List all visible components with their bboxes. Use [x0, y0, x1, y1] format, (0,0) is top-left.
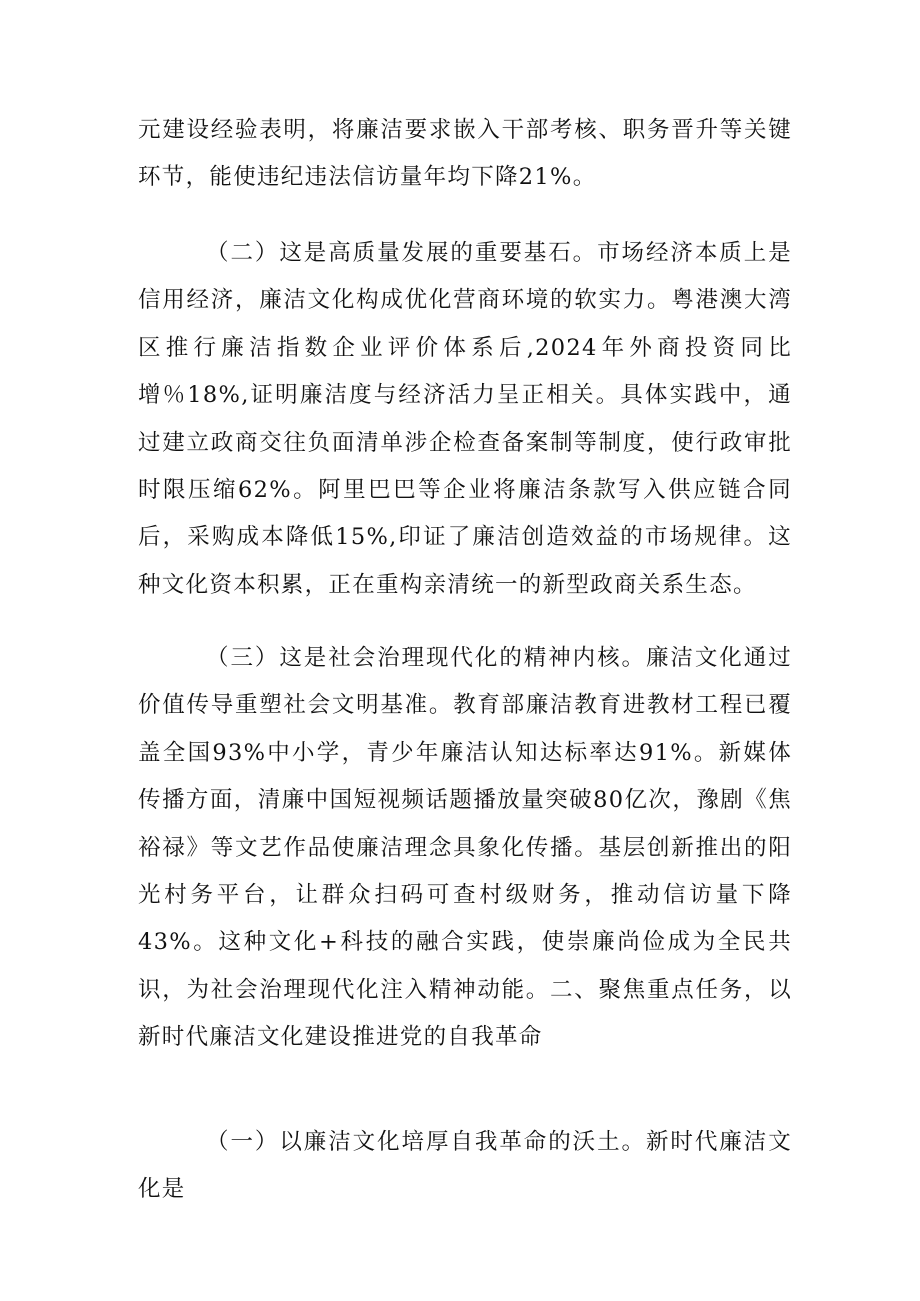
- paragraph-section-three: （三）这是社会治理现代化的精神内核。廉洁文化通过价值传导重塑社会文明基准。教育部廉洁教育进教材工程已覆盖全国93%中小学，青少年廉洁认知达标率达91%。新媒体传播方面，清廉中国短视频话题播放量突破80亿次，豫剧《焦裕禄》等文艺作品使廉洁理念具象化传播。基层创新推出的阳光村务平台，让群众扫码可查村级财务，推动信访量下降43%。这种文化+科技的融合实践，使崇廉尚俭成为全民共识，为社会治理现代化注入精神动能。二、聚焦重点任务，以新时代廉洁文化建设推进党的自我革命: [138, 645, 792, 1051]
- paragraph-continuation: 元建设经验表明，将廉洁要求嵌入干部考核、职务晋升等关键环节，能使违纪违法信访量年均下降21%。: [138, 117, 792, 191]
- paragraph-section-two: （二）这是高质量发展的重要基石。市场经济本质上是信用经济，廉洁文化构成优化营商环境的软实力。粤港澳大湾区推行廉洁指数企业评价体系后,2024年外商投资同比增％18%,证明廉洁度与经济活力呈正相关。具体实践中，通过建立政商交往负面清单涉企检查备案制等制度，使行政审批时限压缩62%。阿里巴巴等企业将廉洁条款写入供应链合同后，采购成本降低15%,印证了廉洁创造效益的市场规律。这种文化资本积累，正在重构亲清统一的新型政商关系生态。: [138, 240, 792, 598]
- paragraph-subsection-one: （一）以廉洁文化培厚自我革命的沃土。新时代廉洁文化是: [138, 1129, 792, 1203]
